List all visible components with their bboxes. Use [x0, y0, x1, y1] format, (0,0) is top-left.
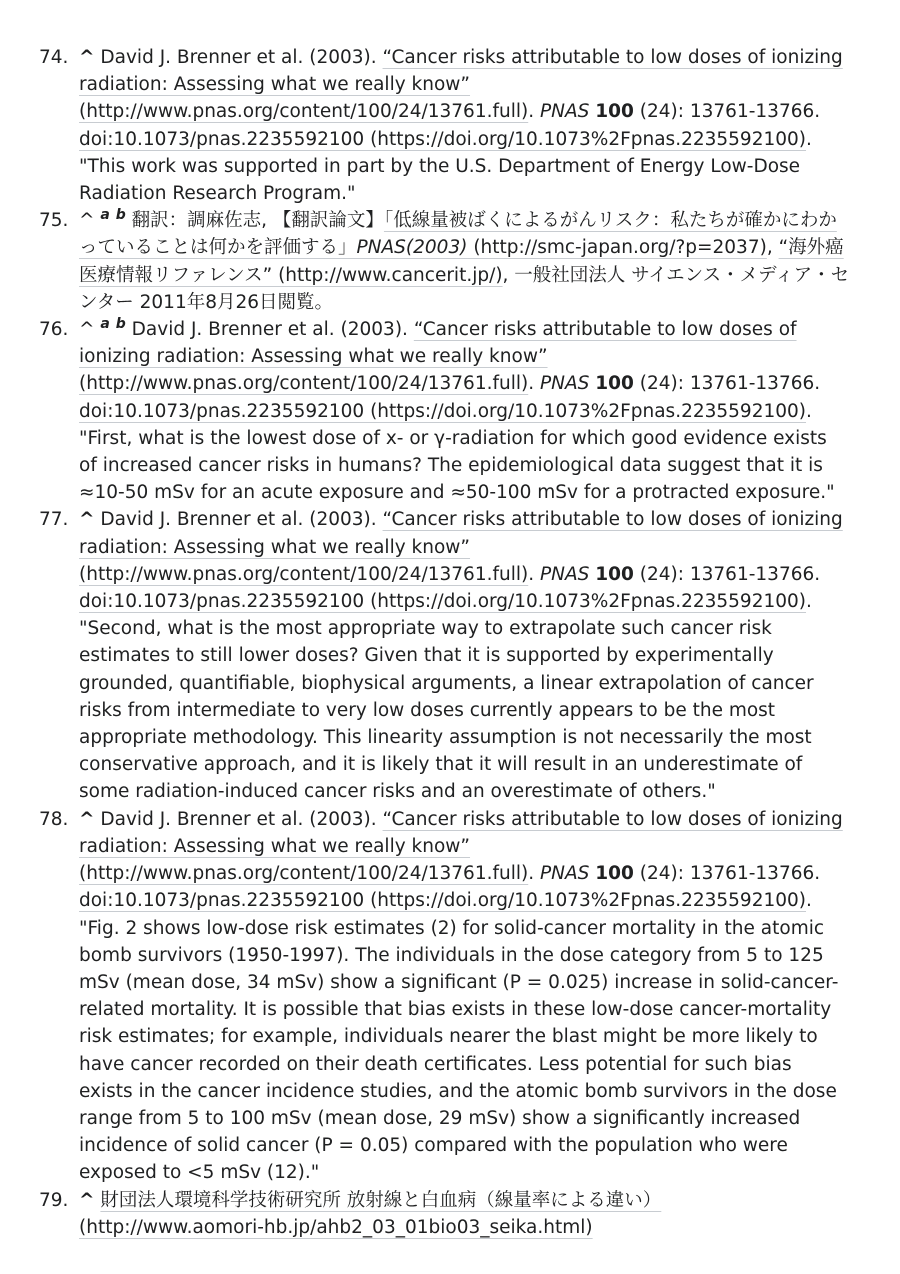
reference-quote: . "First, what is the lowest dose of x- or γ-radiation for which good evidence exists of increased cancer risks in humans? The epidemiological data suggest that it is ≈10-50 mSv for an acute exposure and ≈50-100 mSv for a protracted exposure.": [79, 400, 835, 504]
reference-author: David J. Brenner et al. (2003).: [131, 319, 414, 341]
volume: 100: [595, 101, 634, 123]
external-link[interactable]: 財団法人環境科学技術研究所 放射線と白血病（線量率による違い） (http://www.aomori-hb.jp/ahb2_03_01bio03_seika.html): [79, 1189, 662, 1238]
reference-list: [0, 44, 900, 1241]
backlink-b[interactable]: b: [115, 207, 126, 224]
volume: 100: [595, 563, 634, 585]
issue-pages: (24): 13761-13766.: [633, 863, 821, 885]
backlink-a[interactable]: a: [100, 315, 110, 332]
doi-link[interactable]: doi:10.1073/pnas.2235592100 (https://doi.org/10.1073%2Fpnas.2235592100): [79, 890, 807, 912]
reference-75: 75. ^ $^a$ $^b$ 翻訳：調麻佐志, 【翻訳論文】「低線量被ばくによるがんリスク：私たちが確かにわかっていることは何かを評価する」PNAS(2003) (http://smc-japan.org/?p=2037), “海外癌医療情報リファレンス” (http://www.cancerit.jp/), 一般社団法人 サイエンス・メディア・センター 2011年8月26日閲覧。: [39, 207, 850, 313]
backlink-caret: ^: [79, 210, 95, 232]
journal-name: PNAS: [539, 863, 590, 885]
backlink-caret[interactable]: ^: [79, 808, 95, 830]
article-link[interactable]: “Cancer risks attributable to low doses of ionizing radiation: Assessing what we really know” (http://www.pnas.org/content/100/24/13761.full): [79, 808, 843, 885]
doi-link[interactable]: doi:10.1073/pnas.2235592100 (https://doi.org/10.1073%2Fpnas.2235592100): [79, 128, 807, 150]
reference-number: 76.: [39, 319, 69, 341]
reference-78: 78. ^ David J. Brenner et al. (2003). “Cancer risks attributable to low doses of ionizing radiation: Assessing what we really know” (http://www.pnas.org/content/100/24/13761.full). PNAS 100 (24): 13761-13766. doi:10.1073/pnas.2235592100 (https://doi.org/10.1073%2Fpnas.2235592100). "Fig. 2 shows low-dose risk estimates (2) for solid-cancer mortality in the atomic bomb survivors (1950-1997). The individuals in the dose category from 5 to 125 mSv (mean dose, 34 mSv) show a significant (P = 0.025) increase in solid-cancer-related mortality. It is possible that bias exists in these low-dose cancer-mortality risk estimates; for example, individuals nearer the blast might be more likely to have cancer recorded on their death certificates. Less potential for such bias exists in the cancer incidence studies, and the atomic bomb survivors in the dose range from 5 to 100 mSv (mean dose, 29 mSv) show a significantly increased incidence of solid cancer (P = 0.05) compared with the population who were exposed to <5 mSv (12).": [0, 806, 900, 1187]
backlink-caret[interactable]: ^: [79, 1189, 95, 1211]
issue-pages: (24): 13761-13766.: [633, 563, 821, 585]
reference-quote: . "Second, what is the most appropriate way to extrapolate such cancer risk estimates to still lower doses? Given that it is supported by experimentally grounded, quantifiable, biophysical arguments, a linear extrapolation of cancer risks from intermediate to very low doses currently appears to be the most appropriate methodology. This linearity assumption is not necessarily the most conservative approach, and it is likely that it will result in an underestimate of some radiation-induced cancer risks and an overestimate of others.": [79, 591, 814, 803]
volume: 100: [595, 863, 634, 885]
volume: 100: [595, 373, 634, 395]
reference-quote: . "Fig. 2 shows low-dose risk estimates (2) for solid-cancer mortality in the atomic bomb survivors (1950-1997). The individuals in the dose category from 5 to 125 mSv (mean dose, 34 mSv) show a significant (P = 0.025) increase in solid-cancer-related mortality. It is possible that bias exists in these low-dose cancer-mortality risk estimates; for example, individuals nearer the blast might be more likely to have cancer recorded on their death certificates. Less potential for such bias exists in the cancer incidence studies, and the atomic bomb survivors in the dose range from 5 to 100 mSv (mean dose, 29 mSv) show a significantly increased incidence of solid cancer (P = 0.05) compared with the population who were exposed to <5 mSv (12).": [79, 890, 839, 1184]
reference-author: David J. Brenner et al. (2003).: [100, 808, 383, 830]
reference-74: 74. ^ David J. Brenner et al. (2003). “Cancer risks attributable to low doses of ionizing radiation: Assessing what we really know” (http://www.pnas.org/content/100/24/13761.full). PNAS 100 (24): 13761-13766. doi:10.1073/pnas.2235592100 (https://doi.org/10.1073%2Fpnas.2235592100). "This work was supported in part by the U.S. Department of Energy Low-Dose Radiation Research Program.": [0, 44, 900, 207]
backlink-a[interactable]: a: [100, 207, 110, 224]
article-link[interactable]: “Cancer risks attributable to low doses of ionizing radiation: Assessing what we really know” (http://www.pnas.org/content/100/24/13761.full): [79, 509, 843, 585]
translator: 翻訳：調麻佐志, 【翻訳論文】: [131, 210, 384, 232]
article-link[interactable]: “Cancer risks attributable to low doses of ionizing radiation: Assessing what we really know” (http://www.pnas.org/content/100/24/13761.full): [79, 319, 797, 395]
reference-author: David J. Brenner et al. (2003).: [100, 509, 383, 531]
backlink-caret[interactable]: ^: [79, 47, 95, 68]
reference-author: David J. Brenner et al. (2003).: [100, 47, 383, 68]
journal-name: PNAS: [539, 563, 590, 585]
backlink-caret[interactable]: ^: [79, 509, 95, 531]
translation-link[interactable]: 「低線量被ばくによるがんリスク：私たちが確かにわかっていることは何かを評価する」PNAS(2003) (http://smc-japan.org/?p=2037): [79, 210, 837, 259]
reference-number: 75.: [39, 210, 69, 232]
publisher-info: , 一般社団法人 サイエンス・メディア・センター 2011年8月26日閲覧。: [79, 264, 850, 313]
reference-number: 74.: [39, 47, 69, 68]
journal-name: PNAS: [539, 101, 590, 123]
site-link[interactable]: “海外癌医療情報リファレンス” (http://www.cancerit.jp/): [79, 237, 844, 286]
backlink-caret: ^: [79, 319, 95, 341]
reference-quote: . "This work was supported in part by the U.S. Department of Energy Low-Dose Radiation Research Program.": [79, 128, 812, 205]
doi-link[interactable]: doi:10.1073/pnas.2235592100 (https://doi.org/10.1073%2Fpnas.2235592100): [79, 400, 807, 422]
reference-number: 78.: [39, 808, 69, 830]
backlink-b[interactable]: b: [115, 315, 126, 332]
reference-77: 77. ^ David J. Brenner et al. (2003). “Cancer risks attributable to low doses of ionizing radiation: Assessing what we really know” (http://www.pnas.org/content/100/24/13761.full). PNAS 100 (24): 13761-13766. doi:10.1073/pnas.2235592100 (https://doi.org/10.1073%2Fpnas.2235592100). "Second, what is the most appropriate way to extrapolate such cancer risk estimates to still lower doses? Given that it is supported by experimentally grounded, quantifiable, biophysical arguments, a linear extrapolation of cancer risks from intermediate to very low doses currently appears to be the most appropriate methodology. This linearity assumption is not necessarily the most conservative approach, and it is likely that it will result in an underestimate of some radiation-induced cancer risks and an overestimate of others.": [0, 506, 900, 805]
issue-pages: (24): 13761-13766.: [633, 373, 821, 395]
reference-79: [0, 1187, 900, 1241]
reference-number: 79.: [39, 1189, 69, 1211]
issue-pages: (24): 13761-13766.: [633, 101, 821, 123]
reference-number: 77.: [39, 509, 69, 531]
doi-link[interactable]: doi:10.1073/pnas.2235592100 (https://doi.org/10.1073%2Fpnas.2235592100): [79, 591, 807, 613]
reference-76: 76. ^ $^a$ $^b$ David J. Brenner et al. (2003). “Cancer risks attributable to low doses of ionizing radiation: Assessing what we really know” (http://www.pnas.org/content/100/24/13761.full). PNAS 100 (24): 13761-13766. doi:10.1073/pnas.2235592100 (https://doi.org/10.1073%2Fpnas.2235592100). "First, what is the lowest dose of x- or γ-radiation for which good evidence exists of increased cancer risks in humans? The epidemiological data suggest that it is ≈10-50 mSv for an acute exposure and ≈50-100 mSv for a protracted exposure.": [39, 315, 835, 504]
article-link[interactable]: “Cancer risks attributable to low doses of ionizing radiation: Assessing what we really know” (http://www.pnas.org/content/100/24/13761.full): [79, 47, 843, 123]
journal-name: PNAS: [539, 373, 590, 395]
